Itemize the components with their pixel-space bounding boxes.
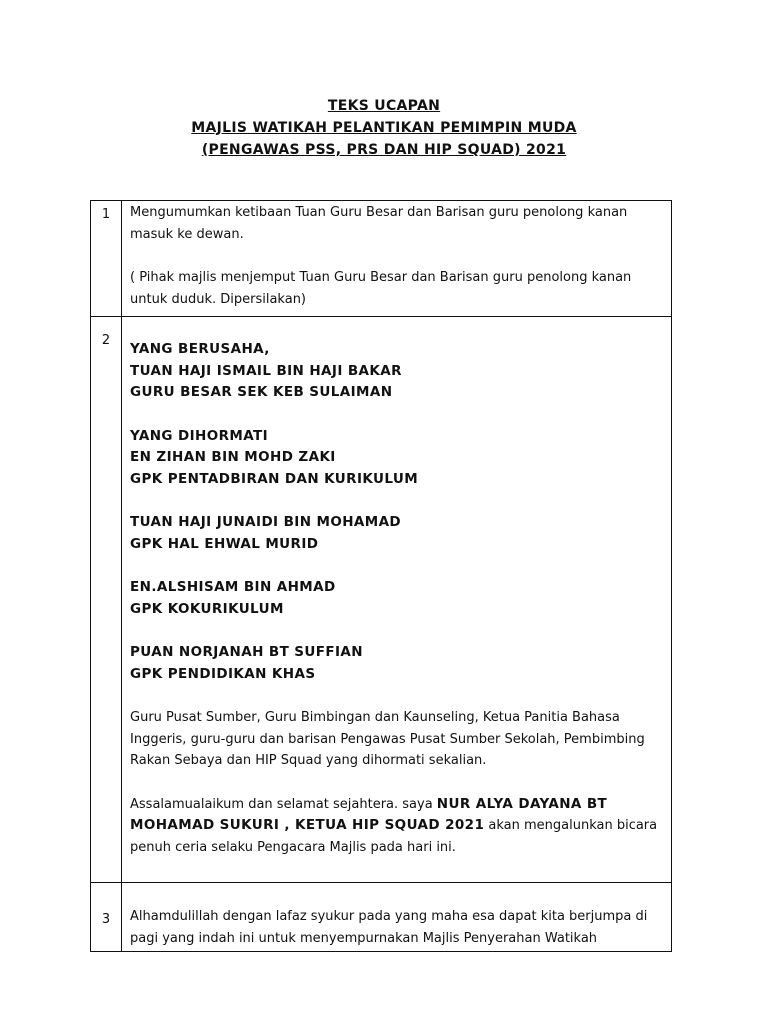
- paragraph: Alhamdulillah dengan lafaz syukur pada yang maha esa dapat kita berjumpa di pagi yang indah ini untuk menyempurnakan Majlis Penyerahan Watikah: [130, 909, 648, 946]
- table-row: [91, 883, 672, 952]
- row-content: [122, 317, 672, 883]
- greeting-line: EN ZIHAN BIN MOHD ZAKI: [130, 449, 336, 465]
- greeting-line: PUAN NORJANAH BT SUFFIAN: [130, 644, 363, 660]
- row-number: 2: [91, 317, 122, 883]
- intro-text: akan mengalunkan bicara penuh ceria selaku Pengacara Majlis pada hari ini.: [130, 818, 658, 855]
- greeting-line: YANG DIHORMATI: [130, 427, 269, 444]
- header-subtitle: (PENGAWAS PSS, PRS DAN HIP SQUAD) 2021: [201, 142, 567, 158]
- row-number: 1: [91, 201, 122, 317]
- paragraph: Guru Pusat Sumber, Guru Bimbingan dan Kaunseling, Ketua Panitia Bahasa Inggeris, guru-guru dan barisan Pengawas Pusat Sumber Sekolah, Pembimbing Rakan Sebaya dan HIP Squad yang dihormati sekalian.: [130, 710, 645, 768]
- paragraph: ( Pihak majlis menjemput Tuan Guru Besar dan Barisan guru penolong kanan untuk duduk. Dipersilakan): [130, 270, 632, 307]
- greeting-line: GPK HAL EHWAL MURID: [130, 535, 319, 552]
- row-number: 3: [91, 883, 122, 952]
- table-row: [91, 201, 672, 317]
- greeting-block: [130, 512, 663, 555]
- speech-table: [90, 200, 672, 952]
- row-content: [122, 201, 672, 317]
- header-event: MAJLIS WATIKAH PELANTIKAN PEMIMPIN MUDA: [191, 120, 577, 136]
- greeting-block: [130, 642, 663, 685]
- greeting-line: GPK PENDIDIKAN KHAS: [130, 665, 316, 682]
- table-row: [91, 317, 672, 883]
- greeting-block: [130, 426, 663, 491]
- paragraph: [130, 794, 663, 859]
- greeting-line: GURU BESAR SEK KEB SULAIMAN: [130, 384, 393, 400]
- row-content: [122, 883, 672, 952]
- intro-text: Assalamualaikum dan selamat sejahtera. saya: [130, 796, 437, 812]
- greeting-line: TUAN HAJI ISMAIL BIN HAJI BAKAR: [130, 362, 402, 379]
- header-title: TEKS UCAPAN: [327, 98, 441, 114]
- greeting-line: TUAN HAJI JUNAIDI BIN MOHAMAD: [130, 514, 402, 530]
- emcee-name: NUR ALYA DAYANA BT MOHAMAD SUKURI , KETUA HIP SQUAD 2021: [130, 795, 608, 833]
- document-header: [0, 95, 768, 161]
- greeting-line: GPK KOKURIKULUM: [130, 600, 284, 617]
- greeting-line: YANG BERUSAHA,: [130, 341, 270, 357]
- paragraph: Mengumumkan ketibaan Tuan Guru Besar dan Barisan guru penolong kanan masuk ke dewan.: [130, 205, 628, 242]
- greeting-block: [130, 339, 663, 404]
- greeting-line: EN.ALSHISAM BIN AHMAD: [130, 579, 336, 595]
- greeting-line: GPK PENTADBIRAN DAN KURIKULUM: [130, 470, 419, 487]
- greeting-block: [130, 577, 663, 620]
